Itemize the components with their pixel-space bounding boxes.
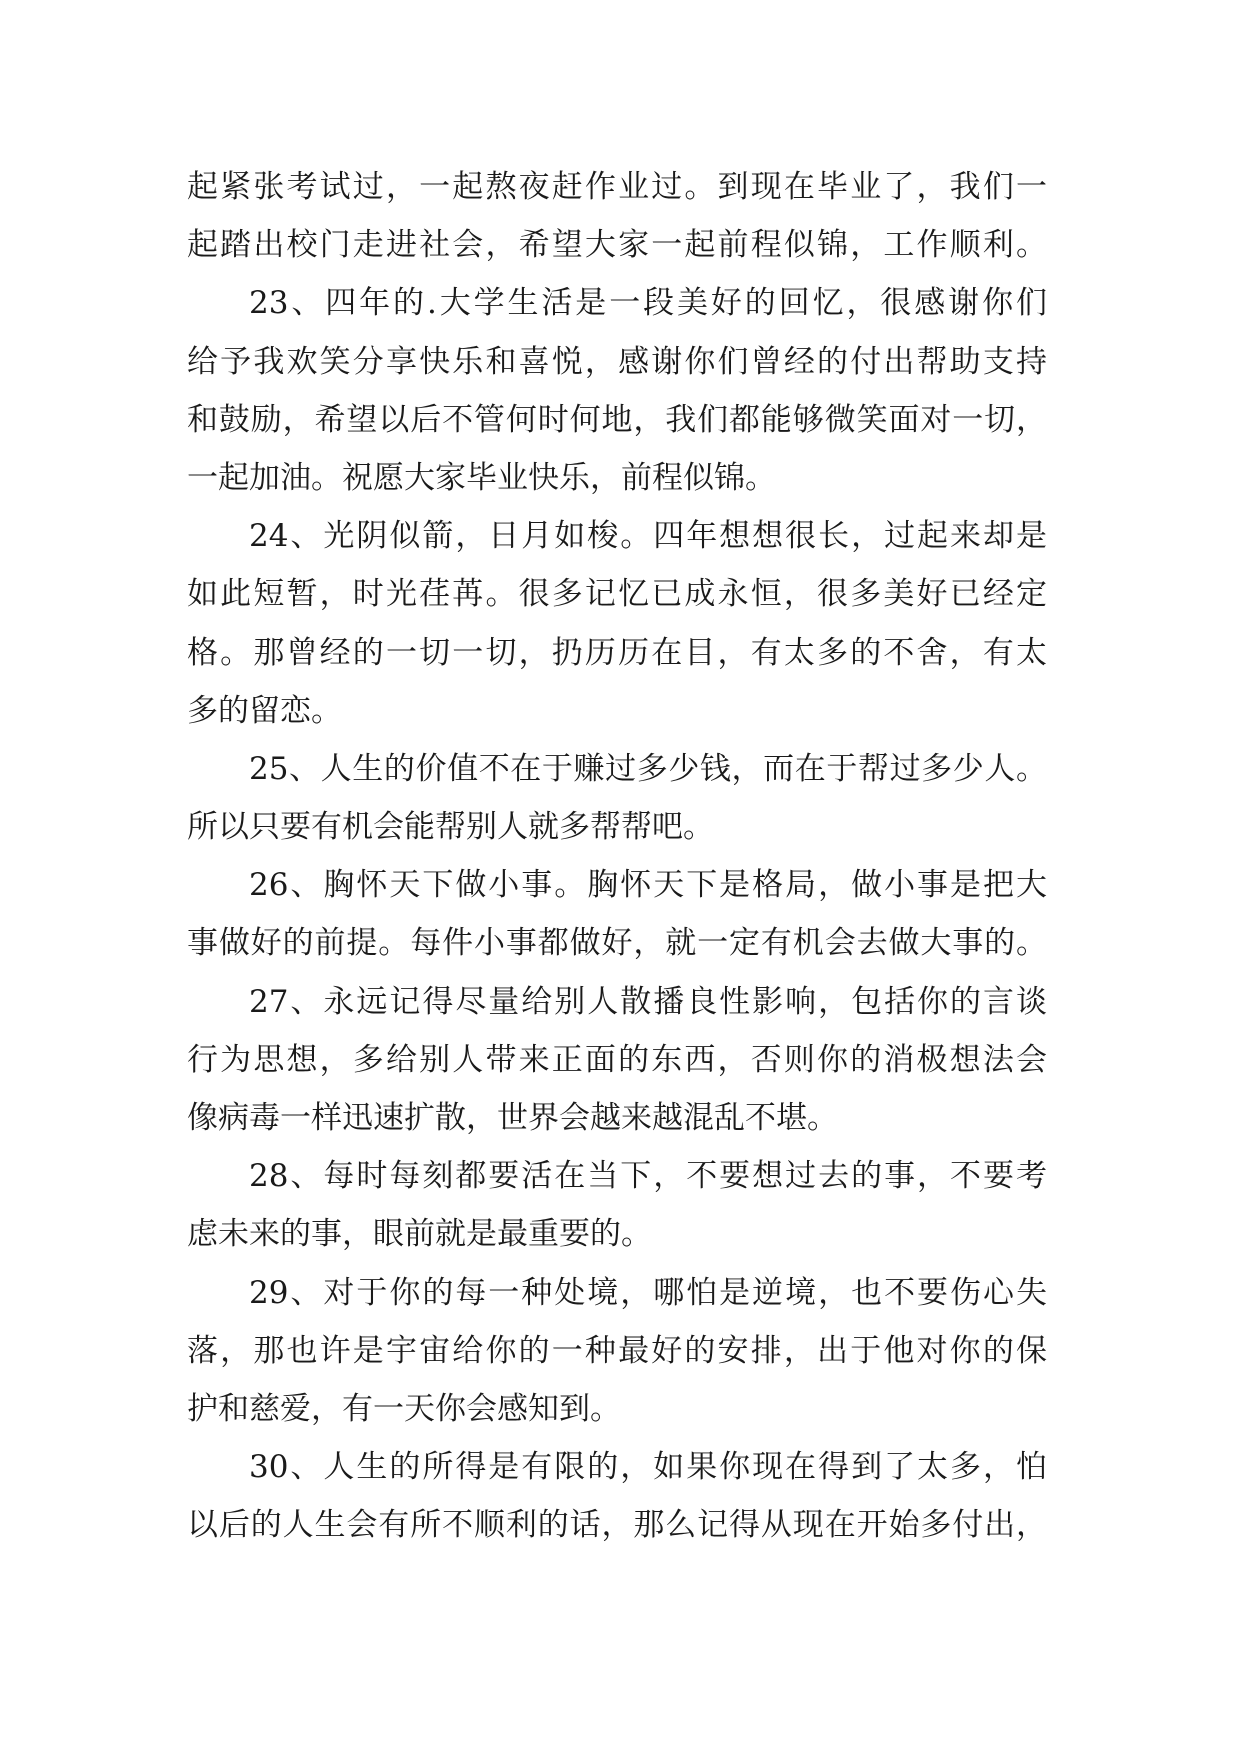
text-line: 给予我欢笑分享快乐和喜悦，感谢你们曾经的付出帮助支持 <box>187 343 1047 380</box>
paragraph-28-first-line: 28、每时每刻都要活在当下，不要想过去的事，不要考 <box>249 1158 1047 1195</box>
text-line: 起紧张考试过，一起熬夜赶作业过。到现在毕业了，我们一 <box>187 169 1047 205</box>
paragraph-26-first-line: 26、胸怀天下做小事。胸怀天下是格局，做小事是把大 <box>249 867 1047 904</box>
text-line: 护和慈爱，有一天你会感知到。 <box>187 1390 621 1427</box>
text-line: 和鼓励，希望以后不管何时何地，我们都能够微笑面对一切， <box>187 401 1047 438</box>
paragraph-23-first-line: 23、四年的.大学生活是一段美好的回忆，很感谢你们 <box>249 285 1047 322</box>
text-line: 事做好的前提。每件小事都做好，就一定有机会去做大事的。 <box>187 925 1047 962</box>
text-line: 以后的人生会有所不顺利的话，那么记得从现在开始多付出， <box>187 1507 1047 1544</box>
paragraph-24-first-line: 24、光阴似箭，日月如梭。四年想想很长，过起来却是 <box>249 518 1047 555</box>
text-line: 起踏出校门走进社会，希望大家一起前程似锦，工作顺利。 <box>187 227 1047 264</box>
text-line: 一起加油。祝愿大家毕业快乐，前程似锦。 <box>187 459 776 496</box>
text-line: 行为思想，多给别人带来正面的东西，否则你的消极想法会 <box>187 1041 1047 1078</box>
text-line: 所以只要有机会能帮别人就多帮帮吧。 <box>187 809 714 846</box>
paragraph-25-first-line: 25、人生的价值不在于赚过多少钱，而在于帮过多少人。 <box>249 750 1047 787</box>
paragraph-27-first-line: 27、永远记得尽量给别人散播良性影响，包括你的言谈 <box>249 983 1047 1020</box>
text-line: 像病毒一样迅速扩散，世界会越来越混乱不堪。 <box>187 1100 838 1136</box>
text-line: 多的留恋。 <box>187 692 342 729</box>
paragraph-29-first-line: 29、对于你的每一种处境，哪怕是逆境，也不要伤心失 <box>249 1274 1047 1311</box>
text-line: 落，那也许是宇宙给你的一种最好的安排，出于他对你的保 <box>187 1332 1047 1369</box>
document-text <box>187 158 1047 1555</box>
paragraph-30-first-line: 30、人生的所得是有限的，如果你现在得到了太多，怕 <box>249 1449 1047 1486</box>
text-line: 格。那曾经的一切一切，扔历历在目，有太多的不舍，有太 <box>187 634 1047 671</box>
text-line: 如此短暂，时光荏苒。很多记忆已成永恒，很多美好已经定 <box>187 576 1047 613</box>
text-line: 虑未来的事，眼前就是最重要的。 <box>187 1216 652 1253</box>
